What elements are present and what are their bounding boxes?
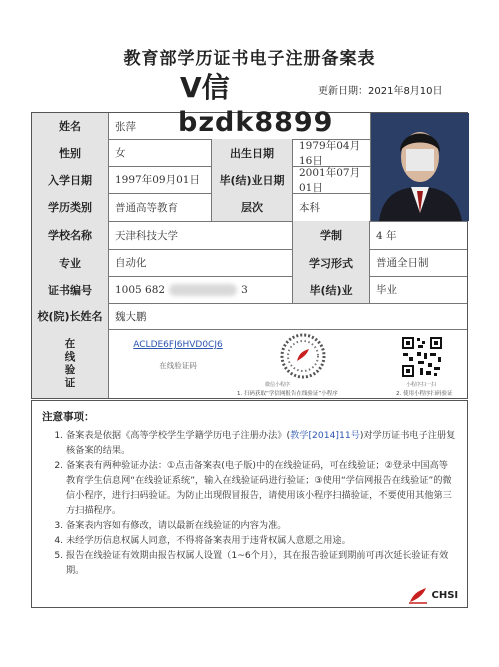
verify-label-char-3: 验 [64,363,76,376]
row-major [32,249,467,277]
verify-code-link[interactable]: ACLDE6FJ6HVD0CJ6 [133,340,223,350]
qr-code-icon[interactable] [400,335,444,379]
enroll-label: 入学日期 [32,166,109,193]
note-item-5: 5. 报告在线验证有效期由报告权属人设置（1~6个月），其在报告验证到期前可再次延长验证有效期。 [66,548,457,578]
verify-code-caption: 在线验证码 [159,361,197,370]
verify-code-block [119,340,237,371]
form-value: 普通全日制 [376,257,429,269]
major-label: 专业 [32,249,109,276]
note-item-3: 3. 备案表内容如有修改，请以最新在线验证的内容为准。 [66,518,457,533]
gender-value: 女 [109,139,212,166]
qr2-caption-b: 2. 使用小程序扫码验证 [396,391,453,397]
duration-value: 4 年 [376,229,397,242]
qr1-caption-b: 微信小程序 [265,382,291,388]
grad-label: 毕(结)业日期 [212,166,293,193]
president-label: 校(院)长姓名 [32,303,109,329]
school-value: 天津科技大学 [109,221,293,249]
cert-redaction [169,284,237,296]
qr2-caption-a: 小程序扫一扫 [406,382,437,388]
update-date: 更新日期：2021年8月10日 [318,86,443,97]
cert-value-head: 1005 682 [115,283,166,296]
president-value: 魏大鹏 [115,310,147,323]
document-title: 教育部学历证书电子注册备案表 [123,49,376,69]
qr1-caption-a: 1. 扫码获取“学信网报告在线验证”小程序 [237,391,338,397]
cert-value [109,276,293,303]
row-cert [32,276,467,304]
person-photo-icon [371,113,469,221]
row-verify [32,329,467,398]
student-photo [370,113,469,221]
cert-value-tail: 3 [241,283,248,296]
school-label: 学校名称 [32,221,109,249]
name-label: 姓名 [32,113,109,139]
gender-label: 性别 [32,139,109,166]
duration-label: 学制 [293,221,370,249]
chsi-logo [408,586,458,604]
row-school [32,221,467,250]
notes-heading: 注意事项： [42,411,95,423]
notes-list [42,428,457,578]
verify-label-char-1: 在 [64,337,76,350]
chsi-logo-icon [408,586,428,604]
verify-label-char-4: 证 [64,376,76,389]
chsi-logo-text: CHSI [431,590,459,601]
note-1-link[interactable]: 教学[2014]11号 [290,430,360,441]
layer-value: 本科 [299,201,320,214]
level-label: 学历类别 [32,193,109,221]
cert-label: 证书编号 [32,276,109,303]
verify-label [32,329,109,398]
overlay-contact-text: bzdk8899 [178,107,334,138]
row-president [32,303,467,330]
birth-label: 出生日期 [212,139,293,166]
enroll-value: 1997年09月01日 [109,166,212,193]
level-value: 普通高等教育 [109,193,212,221]
birth-value: 1979年04月16日 [299,139,361,167]
overlay-watermark-text: V信 [180,71,230,104]
note-item-2: 2. 备案表有两种验证办法：①点击备案表(电子版)中的在线验证码，可在线验证；②登录中国高等教育学生信息网“在线验证系统”，输入在线验证码进行验证；③使用“学信网报告在线验证”的微信小程序，进行扫码验证。为防止出现假冒报告，请使用该小程序扫描验证，不要使用其他第三方扫描程序。 [66,458,457,518]
layer-label: 层次 [212,193,293,221]
note-item-1 [66,428,457,458]
major-value: 自动化 [109,249,293,276]
form-label: 学习形式 [293,249,370,276]
verify-area [109,329,469,398]
notes-box [31,400,468,608]
mini-program-code-icon[interactable] [280,333,326,379]
status-label: 毕(结)业 [293,276,370,303]
name-value: 张萍 [115,120,136,133]
grad-value: 2001年07月01日 [299,166,361,194]
verify-label-char-2: 线 [64,350,76,363]
status-value: 毕业 [376,284,397,296]
note-1-text-a: 备案表是依据《高等学校学生学籍学历电子注册办法》( [66,430,291,441]
record-table [31,112,468,399]
note-item-4: 4. 未经学历信息权属人同意，不得将备案表用于违背权属人意愿之用途。 [66,533,457,548]
note-1-text-b: )对学历证书电子注册复核备案的结果。 [66,430,456,456]
